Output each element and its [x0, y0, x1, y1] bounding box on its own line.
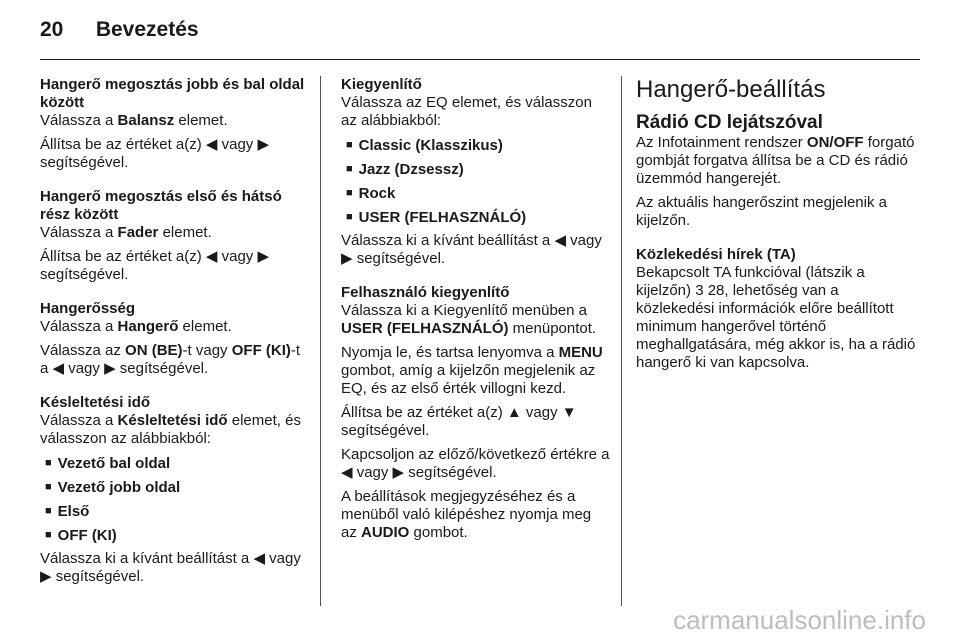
list-item: ■ Rock: [346, 185, 396, 202]
section-title: Hangerő-beállítás: [636, 76, 826, 103]
paragraph: Állítsa be az értéket a(z) ▲ vagy ▼ segítségével.: [341, 404, 577, 439]
section-heading: Hangerősség: [40, 300, 136, 317]
bullet-icon: ■: [346, 163, 353, 175]
paragraph: Kapcsoljon az előző/következő értékre a ◀ vagy ▶ segítségével.: [341, 446, 610, 481]
column-divider-1: [320, 76, 321, 606]
page-header: [40, 18, 199, 48]
list-item: ■ Vezető jobb oldal: [45, 479, 181, 496]
section-heading: Hangerő megosztás jobb és bal oldal között: [40, 76, 305, 111]
list-item: ■ Első: [45, 503, 90, 520]
bullet-icon: ■: [346, 187, 353, 199]
column-divider-2: [621, 76, 622, 606]
list-item: ■ Vezető bal oldal: [45, 455, 171, 472]
paragraph: Válassza az EQ elemet, és válasszon az alábbiakból:: [341, 94, 592, 129]
paragraph: Válassza ki a Kiegyenlítő menüben a USER (FELHASZNÁLÓ) menüpontot.: [341, 302, 597, 337]
section-heading: Késleltetési idő: [40, 394, 151, 411]
watermark: carmanualsonline.info: [673, 605, 926, 635]
bullet-icon: ■: [45, 529, 52, 541]
column-1: [40, 76, 310, 592]
bullet-icon: ■: [346, 139, 353, 151]
section-heading: Hangerő megosztás első és hátsó rész között: [40, 188, 282, 223]
page-reference-icon: 3: [695, 282, 704, 299]
page-number: 20: [40, 18, 64, 41]
paragraph: Bekapcsolt TA funkcióval (látszik a kijelzőn) 3 28, lehetőség van a közlekedési információk előre beállított minimum hangerővel történő meghallgatására, még akkor is, ha a rádió hangerő ki van kapcsolva.: [636, 264, 916, 371]
paragraph: Az Infotainment rendszer ON/OFF forgató gombját forgatva állítsa be a CD és rádió üzemmód hangerejét.: [636, 134, 915, 187]
section-heading: Kiegyenlítő: [341, 76, 422, 93]
paragraph: Az aktuális hangerőszint megjelenik a kijelzőn.: [636, 194, 887, 229]
section-heading: Közlekedési hírek (TA): [636, 246, 796, 263]
paragraph: Válassza ki a kívánt beállítást a ◀ vagy ▶ segítségével.: [341, 232, 602, 267]
chapter-title: Bevezetés: [95, 18, 199, 41]
paragraph: Válassza a Hangerő elemet.: [40, 318, 232, 335]
paragraph: Válassza a Fader elemet.: [40, 224, 212, 241]
paragraph: Válassza ki a kívánt beállítást a ◀ vagy ▶ segítségével.: [40, 550, 301, 585]
list-item: ■ USER (FELHASZNÁLÓ): [346, 209, 527, 226]
column-3: [636, 76, 916, 378]
header-rule: [40, 59, 920, 60]
paragraph: Válassza a Késleltetési idő elemet, és válasszon az alábbiakból:: [40, 412, 301, 447]
bullet-icon: ■: [45, 481, 52, 493]
bullet-icon: ■: [45, 505, 52, 517]
list-item: ■ OFF (KI): [45, 527, 117, 544]
paragraph: Nyomja le, és tartsa lenyomva a MENU gombot, amíg a kijelzőn megjelenik az EQ, és az első érték villogni kezd.: [341, 344, 603, 397]
paragraph: A beállítások megjegyzéséhez és a menüből való kilépéshez nyomja meg az AUDIO gombot.: [341, 488, 592, 541]
paragraph: Állítsa be az értéket a(z) ◀ vagy ▶ segítségével.: [40, 248, 269, 283]
bullet-icon: ■: [346, 211, 353, 223]
paragraph: Válassza a Balansz elemet.: [40, 112, 228, 129]
column-2: [341, 76, 611, 548]
paragraph: Válassza az ON (BE)-t vagy OFF (KI)-t a ◀ vagy ▶ segítségével.: [40, 342, 301, 377]
paragraph: Állítsa be az értéket a(z) ◀ vagy ▶ segítségével.: [40, 136, 269, 171]
section-heading: Felhasználó kiegyenlítő: [341, 284, 510, 301]
subsection-title: Rádió CD lejátszóval: [636, 112, 823, 133]
bullet-icon: ■: [45, 457, 52, 469]
list-item: ■ Jazz (Dzsessz): [346, 161, 464, 178]
list-item: ■ Classic (Klasszikus): [346, 137, 503, 154]
